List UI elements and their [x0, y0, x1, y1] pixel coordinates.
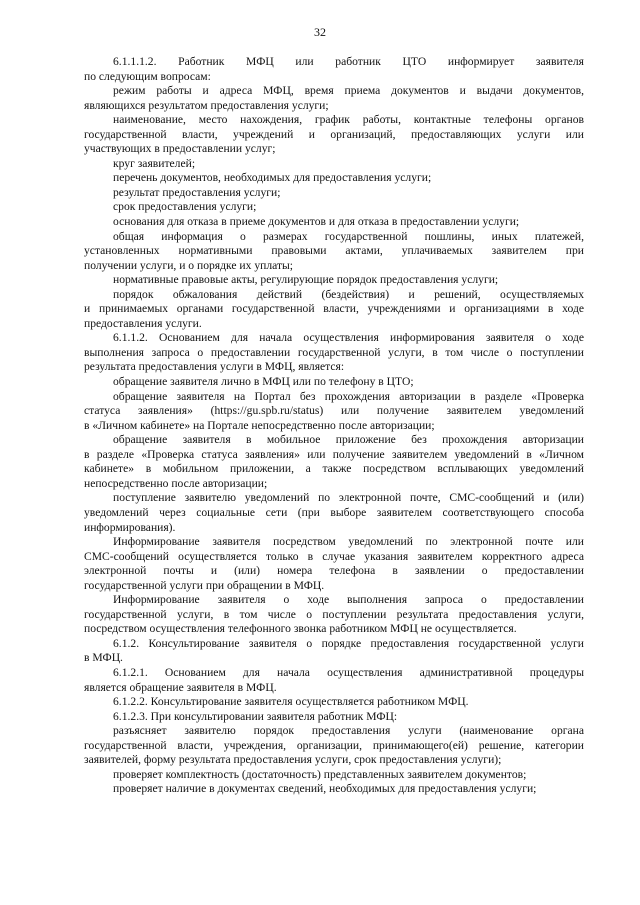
text-line: общая информация о размерах государственной пошлины, иных платежей, [113, 229, 584, 243]
text-line: участвующих в предоставлении услуг; [84, 142, 276, 156]
text-line: наименование, место нахождения, график работы, контактные телефоны органов [113, 113, 584, 127]
paragraph [84, 695, 584, 710]
text-line: является обращение заявителя в МФЦ. [84, 680, 277, 694]
text-line: уведомлений через социальные сети (при выборе заявителем соответствующего способа [84, 505, 584, 519]
text-line: государственной власти, учреждений и организаций, предоставляющих услуги или [84, 127, 584, 141]
paragraph [84, 390, 584, 434]
text-line: статуса заявления» (https://gu.spb.ru/status) или получение заявителем уведомлений [84, 404, 584, 418]
text-line: информирования). [84, 520, 176, 534]
paragraph [84, 593, 584, 637]
text-line: электронной почты и (или) номера телефона в заявлении о предоставлении [84, 564, 584, 578]
text-line: порядок обжалования действий (бездействия) и решений, осуществляемых [113, 287, 584, 301]
paragraph [84, 710, 584, 725]
text-line: проверяет комплектность (достаточность) представленных заявителем документов; [113, 767, 527, 781]
paragraph [84, 200, 584, 215]
paragraph [84, 724, 584, 768]
text-line: заявителей, форму результата предоставления услуги, срок предоставления услуги); [84, 753, 502, 767]
text-line: государственной власти, учреждения, организации, принимающего(ей) решение, категории [84, 738, 584, 752]
text-line: в разделе «Проверка статуса заявления» или получение заявителем уведомлений в «Личном [84, 447, 584, 461]
text-line: режим работы и адреса МФЦ, время приема документов и выдачи документов, [113, 84, 584, 98]
text-line: разъясняет заявителю порядок предоставления услуги (наименование органа [113, 724, 584, 738]
text-line: проверяет наличие в документах сведений, необходимых для предоставления услуги; [113, 782, 537, 796]
paragraph [84, 491, 584, 535]
text-line: установленных нормативными правовыми актами, уплачиваемых заявителем при [84, 244, 584, 258]
text-line: предоставления услуги. [84, 316, 202, 330]
text-line: в МФЦ. [84, 651, 123, 665]
text-line: являющихся результатом предоставления услуги; [84, 98, 329, 112]
text-line: 6.1.1.1.2. Работник МФЦ или работник ЦТО информирует заявителя [113, 55, 584, 68]
paragraph [84, 84, 584, 113]
text-line: поступление заявителю уведомлений по электронной почте, СМС-сообщений и (или) [113, 491, 584, 505]
paragraph [84, 331, 584, 375]
page-number: 32 [314, 25, 326, 39]
text-line: обращение заявителя на Портал без прохождения авторизации в разделе «Проверка [113, 389, 584, 403]
text-line: круг заявителей; [113, 156, 196, 170]
text-line: и принимаемых органами государственной власти, учреждениями и организациями в ходе [84, 302, 584, 316]
paragraph [84, 637, 584, 666]
paragraph [84, 186, 584, 201]
text-line: срок предоставления услуги; [113, 200, 257, 214]
text-line: Информирование заявителя о ходе выполнения запроса о предоставлении [113, 593, 584, 607]
paragraph [84, 171, 584, 186]
text-line: 6.1.2. Консультирование заявителя о порядке предоставления государственной услуги [113, 636, 584, 650]
text-line: государственной услуги при обращении в МФЦ. [84, 578, 325, 592]
text-line: Информирование заявителя посредством уведомлений по электронной почте или [113, 535, 584, 549]
document-body [84, 55, 584, 797]
paragraph [84, 215, 584, 230]
text-line: по следующим вопросам: [84, 69, 211, 83]
text-line: посредством осуществления телефонного звонка работником МФЦ не осуществляется. [84, 622, 517, 636]
paragraph [84, 375, 584, 390]
text-line: выполнения запроса о предоставлении государственной услуги, в том числе о поступлении [84, 345, 584, 359]
text-line: 6.1.2.2. Консультирование заявителя осуществляется работником МФЦ. [113, 695, 469, 709]
text-line: непосредственно после авторизации; [84, 476, 268, 490]
text-line: получении услуги, и о порядке их уплаты; [84, 258, 294, 272]
paragraph [84, 55, 584, 84]
text-line: перечень документов, необходимых для предоставления услуги; [113, 171, 432, 185]
paragraph [84, 157, 584, 172]
text-line: обращение заявителя лично в МФЦ или по телефону в ЦТО; [113, 375, 414, 389]
text-line: кабинете» в мобильном приложении, а также посредством всплывающих уведомлений [84, 462, 584, 476]
paragraph [84, 768, 584, 783]
text-line: обращение заявителя в мобильное приложение без прохождения авторизации [113, 433, 584, 447]
text-line: 6.1.2.3. При консультировании заявителя работник МФЦ: [113, 709, 398, 723]
text-line: результата предоставления услуги в МФЦ, является: [84, 360, 345, 374]
text-line: 6.1.1.2. Основанием для начала осуществления информирования заявителя о ходе [113, 331, 584, 345]
text-line: СМС-сообщений осуществляется только в случае указания заявителем корректного адреса [84, 549, 584, 563]
paragraph [84, 433, 584, 491]
paragraph [84, 230, 584, 274]
text-line: 6.1.2.1. Основанием для начала осуществления административной процедуры [113, 665, 584, 679]
paragraph [84, 535, 584, 593]
text-line: в «Личном кабинете» на Портале непосредственно после авторизации; [84, 418, 435, 432]
text-line: основания для отказа в приеме документов и для отказа в предоставлении услуги; [113, 215, 520, 229]
text-line: государственной услуги, в том числе о поступлении результата предоставления услуги, [84, 607, 584, 621]
paragraph [84, 288, 584, 332]
paragraph [84, 273, 584, 288]
paragraph [84, 113, 584, 157]
text-line: результат предоставления услуги; [113, 185, 281, 199]
paragraph [84, 666, 584, 695]
paragraph [84, 782, 584, 797]
text-line: нормативные правовые акты, регулирующие порядок предоставления услуги; [113, 273, 499, 287]
